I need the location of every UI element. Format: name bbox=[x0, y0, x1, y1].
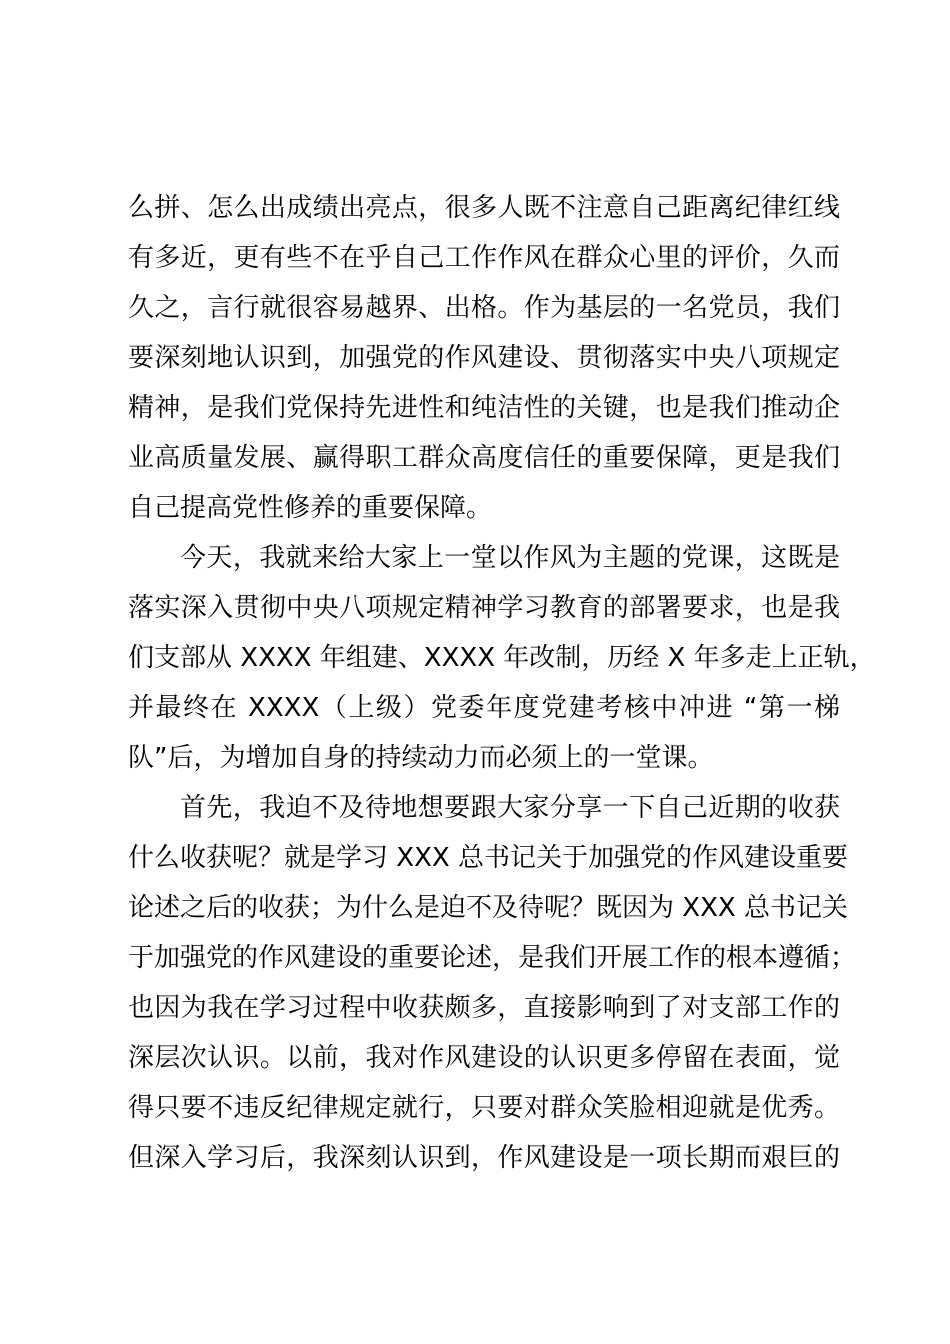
text-line: 什么收获呢？就是学习 XXX 总书记关于加强党的作风建设重要 bbox=[128, 843, 848, 873]
body-text bbox=[128, 183, 876, 1183]
paragraph-2 bbox=[128, 533, 876, 783]
text-line: 精神，是我们党保持先进性和纯洁性的关键，也是我们推动企 bbox=[128, 393, 840, 423]
text-line: 得只要不违反纪律规定就行，只要对群众笑脸相迎就是优秀。 bbox=[128, 1093, 840, 1123]
text-line: 久之，言行就很容易越界、出格。作为基层的一名党员，我们 bbox=[128, 293, 840, 323]
paragraph-1 bbox=[128, 183, 840, 533]
text-line: 论述之后的收获；为什么是迫不及待呢？既因为 XXX 总书记关 bbox=[128, 893, 848, 923]
paragraph-3 bbox=[128, 783, 857, 1183]
text-line: 队”后，为增加自身的持续动力而必须上的一堂课。 bbox=[128, 743, 714, 773]
text-line: 们支部从 XXXX 年组建、XXXX 年改制，历经 X 年多走上正轨， bbox=[128, 643, 876, 673]
text-line: 于加强党的作风建设的重要论述，是我们开展工作的根本遵循； bbox=[128, 943, 857, 973]
text-line: 业高质量发展、赢得职工群众高度信任的重要保障，更是我们 bbox=[128, 443, 840, 473]
text-line: 今天，我就来给大家上一堂以作风为主题的党课，这既是 bbox=[180, 543, 840, 573]
text-line: 么拼、怎么出成绩出亮点，很多人既不注意自己距离纪律红线 bbox=[128, 193, 840, 223]
text-line: 深层次认识。以前，我对作风建设的认识更多停留在表面，觉 bbox=[128, 1043, 840, 1073]
text-line: 有多近，更有些不在乎自己工作作风在群众心里的评价，久而 bbox=[128, 243, 840, 273]
text-line: 并最终在 XXXX（上级）党委年度党建考核中冲进 “第一梯 bbox=[128, 693, 840, 723]
text-line: 也因为我在学习过程中收获颇多，直接影响到了对支部工作的 bbox=[128, 993, 840, 1023]
text-line: 要深刻地认识到，加强党的作风建设、贯彻落实中央八项规定 bbox=[128, 343, 840, 373]
text-line: 首先，我迫不及待地想要跟大家分享一下自己近期的收获 bbox=[180, 793, 840, 823]
text-line: 但深入学习后，我深刻认识到，作风建设是一项长期而艰巨的 bbox=[128, 1143, 840, 1173]
text-line: 自己提高党性修养的重要保障。 bbox=[128, 493, 493, 523]
text-line: 落实深入贯彻中央八项规定精神学习教育的部署要求，也是我 bbox=[128, 593, 840, 623]
